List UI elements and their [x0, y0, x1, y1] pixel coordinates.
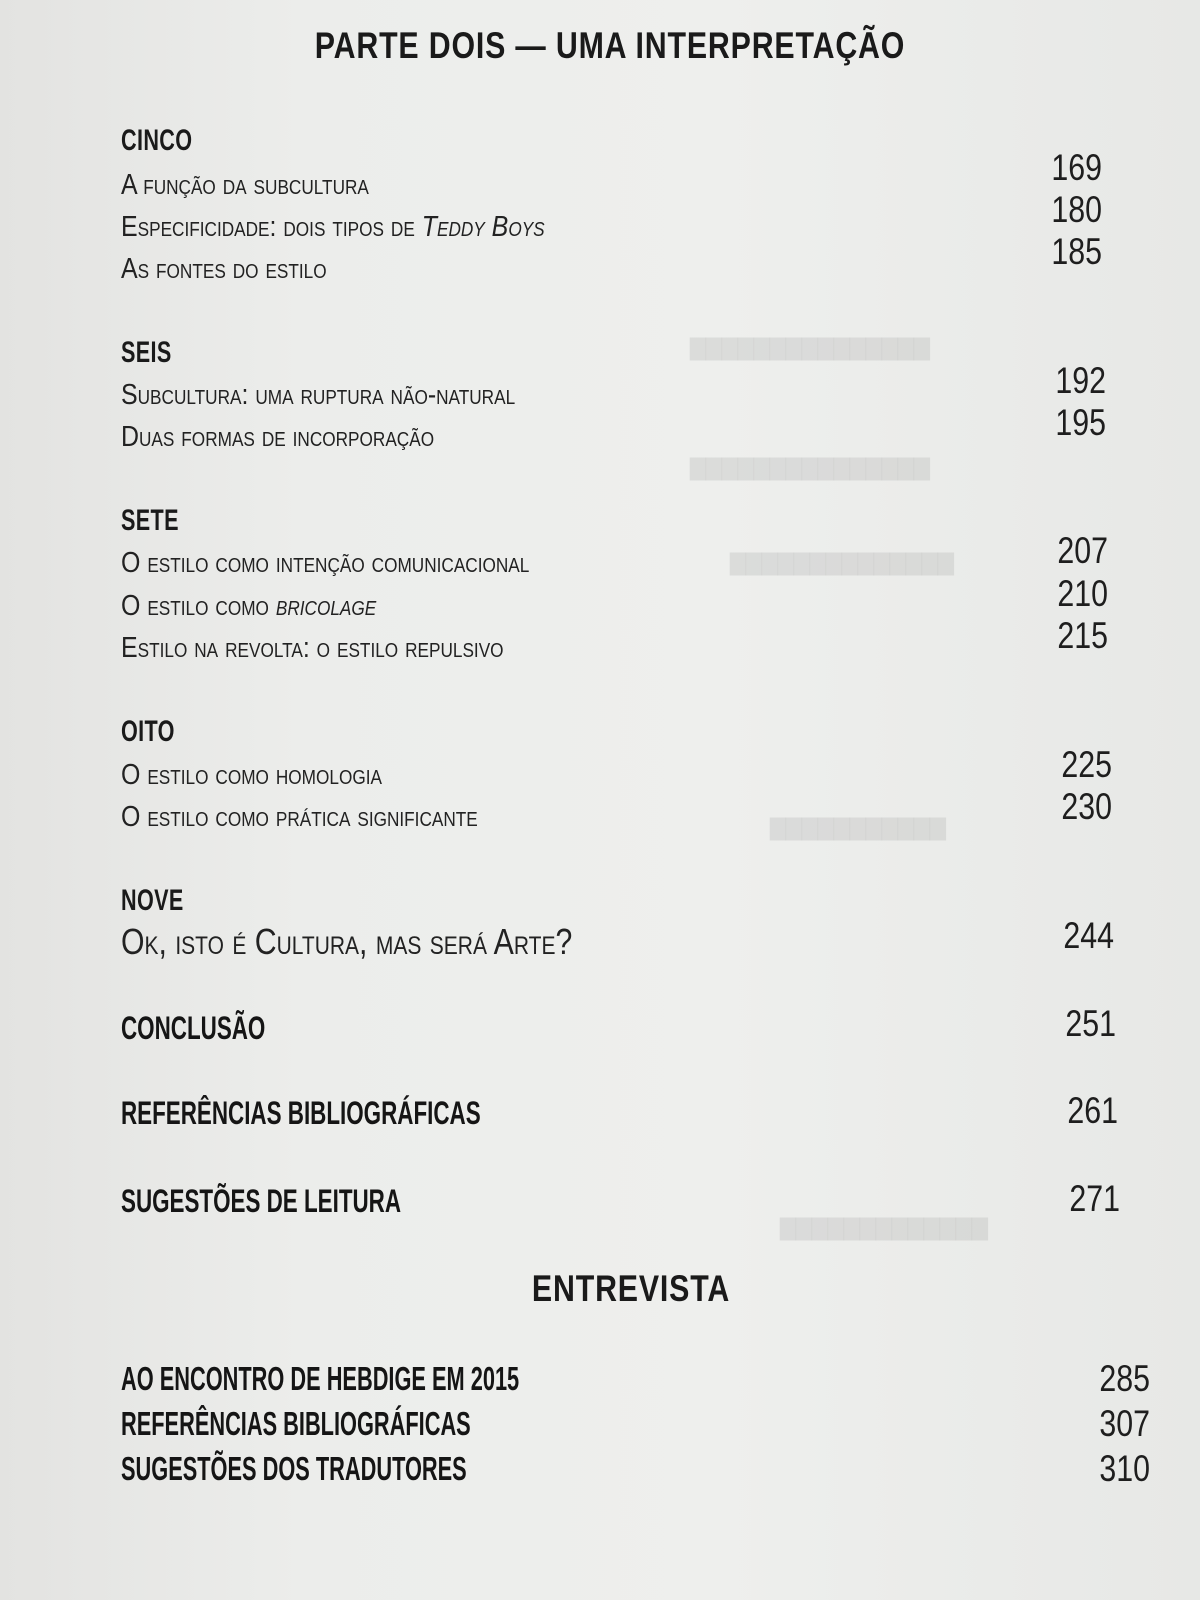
- entrevista-title: ENTREVISTA: [531, 1268, 731, 1309]
- toc-entry-page: 195: [1055, 402, 1106, 443]
- toc-entry-page: 192: [1055, 360, 1106, 401]
- toc-entry-title: O estilo como homologia: [121, 759, 382, 791]
- chapter-heading-seis: SEIS: [121, 336, 172, 369]
- toc-entry-title: O estilo como prática significante: [121, 801, 478, 833]
- toc-entry-page: 180: [1051, 189, 1102, 230]
- toc-entry-page: 244: [1063, 915, 1114, 956]
- show-through-text: ▆▆▆▆▆▆▆▆▆▆▆: [770, 810, 946, 840]
- chapter-heading-nove: NOVE: [121, 884, 184, 917]
- toc-entry-page: 225: [1061, 744, 1112, 785]
- chapter-heading-sete: SETE: [121, 504, 179, 537]
- toc-entry-title: Subcultura: uma ruptura não-natural: [121, 379, 516, 411]
- toc-entry-title: [121, 211, 545, 244]
- toc-entry-title: REFERÊNCIAS BIBLIOGRÁFICAS: [121, 1405, 471, 1442]
- show-through-text: ▆▆▆▆▆▆▆▆▆▆▆▆▆▆▆: [690, 450, 930, 480]
- referencias-heading: REFERÊNCIAS BIBLIOGRÁFICAS: [121, 1095, 481, 1131]
- show-through-text: ▆▆▆▆▆▆▆▆▆▆▆▆▆: [780, 1210, 988, 1240]
- sugestoes-leitura-heading: SUGESTÕES DE LEITURA: [121, 1183, 402, 1219]
- toc-entry-page: 261: [1067, 1090, 1118, 1131]
- toc-entry-page: 185: [1051, 231, 1102, 272]
- toc-entry-title: SUGESTÕES DOS TRADUTORES: [121, 1450, 467, 1487]
- toc-entry-page: 251: [1065, 1003, 1116, 1044]
- toc-entry-title: Ok, isto é Cultura, mas será Arte?: [121, 921, 573, 962]
- title-italic-text: bricolage: [275, 590, 377, 622]
- toc-entry-page: 169: [1051, 147, 1102, 188]
- toc-entry-title: [121, 590, 376, 623]
- toc-entry-page: 307: [1099, 1403, 1150, 1444]
- conclusao-heading: CONCLUSÃO: [121, 1010, 266, 1046]
- toc-entry-page: 271: [1069, 1178, 1120, 1219]
- toc-entry-page: 230: [1061, 786, 1112, 827]
- toc-entry-page: 207: [1057, 530, 1108, 571]
- toc-entry-page: 285: [1099, 1358, 1150, 1399]
- toc-entry-title: O estilo como intenção comunicacional: [121, 547, 530, 579]
- show-through-text: ▆▆▆▆▆▆▆▆▆▆▆▆▆▆▆: [690, 330, 930, 360]
- toc-entry-title: AO ENCONTRO DE HEBDIGE EM 2015: [121, 1360, 520, 1397]
- toc-entry-page: 310: [1099, 1448, 1150, 1489]
- part-title: PARTE DOIS — UMA INTERPRETAÇÃO: [314, 25, 906, 66]
- chapter-heading-cinco: CINCO: [121, 124, 193, 157]
- toc-entry-title: Duas formas de incorporação: [121, 421, 435, 453]
- toc-entry-title: A função da subcultura: [121, 169, 369, 201]
- title-italic-text: Teddy Boys: [421, 211, 545, 243]
- chapter-heading-oito: OITO: [121, 715, 175, 748]
- show-through-text: ▆▆▆▆▆▆▆▆▆▆▆▆▆▆: [730, 545, 954, 575]
- toc-entry-title: Estilo na revolta: o estilo repulsivo: [121, 632, 504, 664]
- toc-entry-page: 215: [1057, 615, 1108, 656]
- title-text: O estilo como: [121, 590, 276, 622]
- title-text: Especificidade: dois tipos de: [121, 211, 422, 243]
- toc-entry-page: 210: [1057, 573, 1108, 614]
- toc-entry-title: As fontes do estilo: [121, 253, 327, 285]
